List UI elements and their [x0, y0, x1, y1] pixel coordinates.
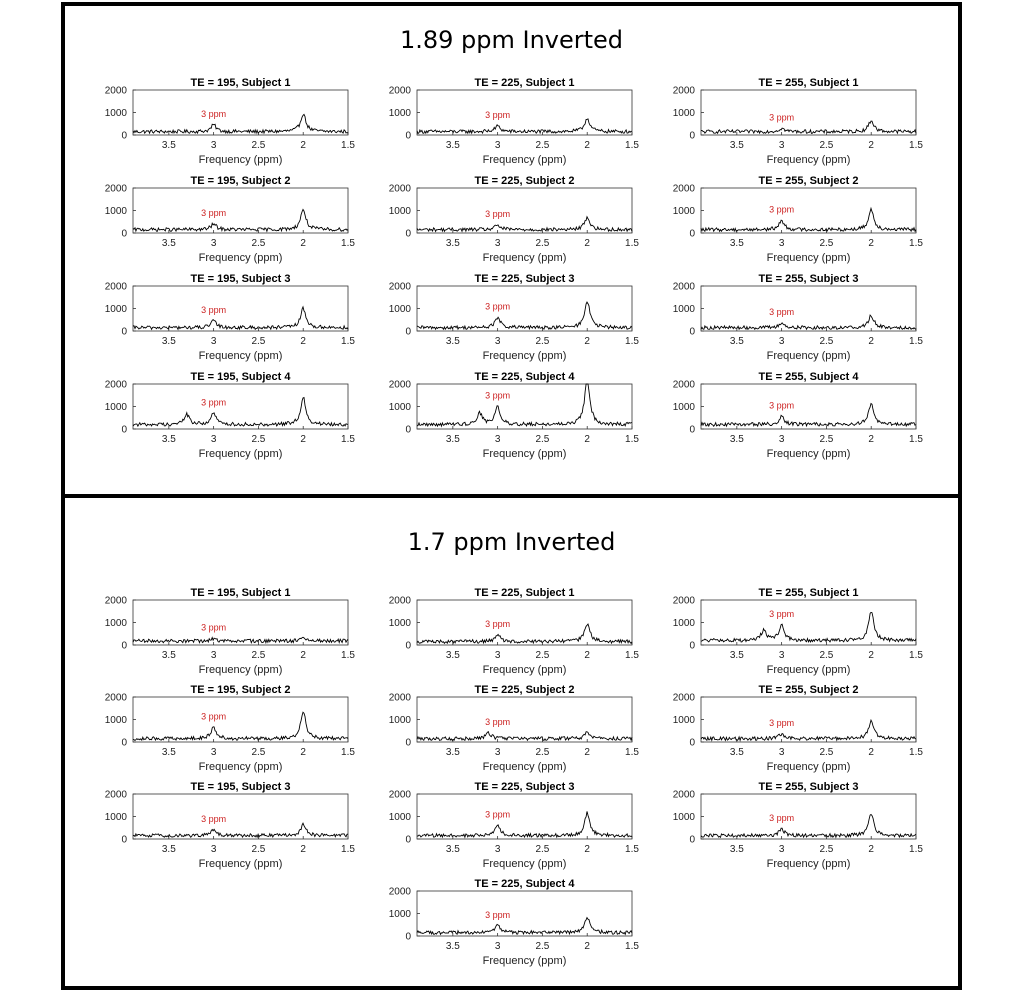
- x-tick-label: 1.5: [341, 650, 355, 661]
- x-axis-label: Frequency (ppm): [766, 761, 851, 773]
- subplot-title: TE = 195, Subject 2: [190, 684, 291, 696]
- x-tick-label: 2: [584, 650, 590, 661]
- x-axis-label: Frequency (ppm): [198, 448, 283, 460]
- subplot-title: TE = 225, Subject 3: [474, 781, 575, 793]
- x-tick-label: 2: [300, 747, 306, 758]
- x-tick-label: 3: [210, 747, 217, 758]
- x-axis-label: Frequency (ppm): [482, 154, 567, 166]
- x-axis-label: Frequency (ppm): [766, 858, 851, 870]
- x-tick-label: 2: [868, 140, 874, 151]
- x-axis-label: Frequency (ppm): [766, 448, 851, 460]
- x-tick-label: 1.5: [341, 844, 355, 855]
- y-tick-label: 1000: [388, 715, 411, 726]
- y-tick-label: 2000: [104, 183, 127, 195]
- y-tick-label: 0: [689, 326, 695, 338]
- x-tick-label: 1.5: [341, 238, 355, 249]
- x-tick-label: 2.5: [251, 434, 266, 445]
- y-tick-label: 2000: [104, 595, 127, 607]
- annotation-3ppm: 3 ppm: [485, 809, 511, 820]
- x-tick-label: 3: [494, 941, 501, 952]
- x-tick-label: 2: [584, 238, 590, 249]
- x-tick-label: 2: [868, 650, 874, 661]
- y-tick-label: 2000: [388, 692, 411, 704]
- y-tick-label: 1000: [672, 715, 695, 726]
- x-tick-label: 2: [584, 941, 590, 952]
- y-tick-label: 1000: [104, 108, 127, 119]
- x-tick-label: 3: [494, 238, 501, 249]
- annotation-3ppm: 3 ppm: [201, 208, 227, 218]
- annotation-3ppm: 3 ppm: [485, 390, 511, 401]
- x-tick-label: 1.5: [625, 140, 639, 151]
- y-tick-label: 2000: [672, 281, 695, 293]
- x-tick-label: 2.5: [535, 844, 550, 855]
- panel-1-89-ppm: [61, 2, 962, 498]
- x-axis-label: Frequency (ppm): [198, 154, 283, 166]
- y-tick-label: 0: [405, 424, 411, 436]
- y-tick-label: 1000: [672, 108, 695, 119]
- x-axis-label: Frequency (ppm): [482, 664, 567, 676]
- annotation-3ppm: 3 ppm: [769, 400, 795, 411]
- x-tick-label: 2: [300, 336, 306, 347]
- x-axis-label: Frequency (ppm): [766, 350, 851, 362]
- y-tick-label: 2000: [104, 281, 127, 293]
- x-tick-label: 1.5: [625, 434, 639, 445]
- x-tick-label: 3: [210, 140, 217, 151]
- y-tick-label: 2000: [104, 789, 127, 801]
- x-tick-label: 2.5: [819, 140, 834, 151]
- x-tick-label: 3: [494, 747, 501, 758]
- x-axis-label: Frequency (ppm): [766, 252, 851, 264]
- x-tick-label: 3.5: [445, 238, 460, 249]
- annotation-3ppm: 3 ppm: [769, 204, 795, 215]
- y-tick-label: 2000: [104, 379, 127, 391]
- annotation-3ppm: 3 ppm: [769, 812, 795, 823]
- x-tick-label: 2.5: [819, 336, 834, 347]
- subplot-title: TE = 195, Subject 1: [190, 587, 291, 599]
- x-axis-label: Frequency (ppm): [766, 664, 851, 676]
- x-tick-label: 3.5: [729, 140, 744, 151]
- panel-title: 1.7 ppm Inverted: [407, 528, 616, 556]
- y-tick-label: 1000: [388, 812, 411, 823]
- x-tick-label: 1.5: [341, 336, 355, 347]
- x-tick-label: 3.5: [729, 844, 744, 855]
- x-tick-label: 3: [778, 747, 785, 758]
- subplot-title: TE = 255, Subject 1: [758, 77, 859, 89]
- annotation-3ppm: 3 ppm: [485, 209, 511, 220]
- x-tick-label: 2: [300, 238, 306, 249]
- x-tick-label: 2: [868, 747, 874, 758]
- subplot-title: TE = 255, Subject 4: [758, 371, 859, 383]
- x-tick-label: 3.5: [161, 434, 176, 445]
- annotation-3ppm: 3 ppm: [201, 814, 227, 824]
- y-tick-label: 0: [405, 228, 411, 240]
- y-tick-label: 0: [689, 228, 695, 240]
- x-tick-label: 3.5: [445, 844, 460, 855]
- x-tick-label: 2.5: [819, 747, 834, 758]
- x-tick-label: 3: [494, 434, 501, 445]
- y-tick-label: 1000: [104, 402, 127, 413]
- y-tick-label: 0: [121, 834, 127, 846]
- x-axis-label: Frequency (ppm): [482, 350, 567, 362]
- y-tick-label: 1000: [672, 812, 695, 823]
- y-tick-label: 2000: [388, 183, 411, 195]
- annotation-3ppm: 3 ppm: [769, 307, 795, 318]
- annotation-3ppm: 3 ppm: [485, 909, 511, 920]
- subplot-title: TE = 195, Subject 4: [190, 371, 291, 383]
- x-tick-label: 3.5: [161, 844, 176, 855]
- y-tick-label: 0: [405, 834, 411, 846]
- y-tick-label: 2000: [672, 183, 695, 195]
- x-tick-label: 1.5: [625, 336, 639, 347]
- x-tick-label: 1.5: [625, 941, 639, 952]
- x-axis-label: Frequency (ppm): [482, 252, 567, 264]
- x-tick-label: 1.5: [909, 336, 923, 347]
- x-tick-label: 3.5: [161, 238, 176, 249]
- x-tick-label: 3: [778, 650, 785, 661]
- x-tick-label: 3: [210, 336, 217, 347]
- x-axis-label: Frequency (ppm): [482, 955, 567, 967]
- y-tick-label: 1000: [104, 715, 127, 726]
- subplot-title: TE = 195, Subject 1: [190, 77, 291, 89]
- x-tick-label: 3.5: [161, 140, 176, 151]
- subplot-title: TE = 225, Subject 1: [474, 77, 575, 89]
- annotation-3ppm: 3 ppm: [769, 718, 795, 729]
- x-tick-label: 1.5: [909, 747, 923, 758]
- panel-title: 1.89 ppm Inverted: [399, 26, 624, 54]
- y-tick-label: 1000: [672, 402, 695, 413]
- y-tick-label: 0: [405, 640, 411, 652]
- x-tick-label: 2: [584, 434, 590, 445]
- subplot-title: TE = 255, Subject 1: [758, 587, 859, 599]
- y-tick-label: 0: [689, 424, 695, 436]
- y-tick-label: 1000: [388, 618, 411, 629]
- annotation-3ppm: 3 ppm: [201, 397, 227, 408]
- x-axis-label: Frequency (ppm): [766, 154, 851, 166]
- x-tick-label: 1.5: [341, 140, 355, 151]
- subplot-title: TE = 195, Subject 3: [190, 273, 291, 285]
- y-tick-label: 2000: [388, 379, 411, 391]
- subplot-title: TE = 255, Subject 2: [758, 684, 859, 696]
- x-tick-label: 2: [300, 650, 306, 661]
- y-tick-label: 1000: [104, 206, 127, 217]
- x-tick-label: 2: [868, 844, 874, 855]
- x-tick-label: 3: [494, 844, 501, 855]
- x-tick-label: 2.5: [535, 650, 550, 661]
- y-tick-label: 0: [405, 326, 411, 338]
- x-tick-label: 3.5: [729, 747, 744, 758]
- annotation-3ppm: 3 ppm: [485, 618, 511, 629]
- x-tick-label: 2: [300, 844, 306, 855]
- x-tick-label: 3: [778, 336, 785, 347]
- y-tick-label: 2000: [388, 789, 411, 801]
- x-tick-label: 3.5: [445, 650, 460, 661]
- x-tick-label: 3.5: [729, 434, 744, 445]
- subplot-title: TE = 225, Subject 3: [474, 273, 575, 285]
- subplot-title: TE = 225, Subject 2: [474, 175, 575, 187]
- subplot-title: TE = 195, Subject 2: [190, 175, 291, 187]
- x-tick-label: 1.5: [909, 238, 923, 249]
- y-tick-label: 1000: [672, 304, 695, 315]
- x-tick-label: 3: [210, 434, 217, 445]
- y-tick-label: 0: [121, 640, 127, 652]
- subplot-title: TE = 255, Subject 3: [758, 781, 859, 793]
- x-axis-label: Frequency (ppm): [198, 350, 283, 362]
- x-tick-label: 1.5: [909, 650, 923, 661]
- x-axis-label: Frequency (ppm): [482, 858, 567, 870]
- y-tick-label: 2000: [104, 85, 127, 97]
- y-tick-label: 1000: [672, 206, 695, 217]
- x-tick-label: 3: [778, 844, 785, 855]
- x-tick-label: 3: [210, 238, 217, 249]
- y-tick-label: 2000: [672, 85, 695, 97]
- x-tick-label: 1.5: [625, 747, 639, 758]
- x-tick-label: 3: [210, 844, 217, 855]
- x-tick-label: 3: [778, 238, 785, 249]
- x-tick-label: 2.5: [819, 434, 834, 445]
- x-axis-label: Frequency (ppm): [198, 664, 283, 676]
- x-tick-label: 2.5: [251, 238, 266, 249]
- x-tick-label: 1.5: [625, 650, 639, 661]
- x-tick-label: 2.5: [535, 238, 550, 249]
- x-tick-label: 2.5: [251, 336, 266, 347]
- y-tick-label: 2000: [672, 789, 695, 801]
- y-tick-label: 0: [121, 326, 127, 338]
- y-tick-label: 1000: [388, 909, 411, 920]
- y-tick-label: 2000: [388, 281, 411, 293]
- x-tick-label: 3.5: [445, 140, 460, 151]
- annotation-3ppm: 3 ppm: [485, 301, 511, 312]
- x-tick-label: 2.5: [535, 434, 550, 445]
- y-tick-label: 2000: [672, 692, 695, 704]
- x-axis-label: Frequency (ppm): [198, 252, 283, 264]
- x-tick-label: 2: [868, 434, 874, 445]
- x-tick-label: 2: [300, 140, 306, 151]
- x-tick-label: 2.5: [251, 844, 266, 855]
- subplot-title: TE = 225, Subject 4: [474, 878, 575, 890]
- x-axis-label: Frequency (ppm): [482, 448, 567, 460]
- x-tick-label: 2: [868, 238, 874, 249]
- y-tick-label: 2000: [672, 379, 695, 391]
- y-tick-label: 0: [121, 130, 127, 142]
- x-tick-label: 3.5: [445, 434, 460, 445]
- x-tick-label: 2: [584, 140, 590, 151]
- x-tick-label: 1.5: [625, 238, 639, 249]
- y-tick-label: 0: [405, 931, 411, 943]
- x-tick-label: 2: [300, 434, 306, 445]
- x-tick-label: 2: [584, 844, 590, 855]
- y-tick-label: 1000: [672, 618, 695, 629]
- y-tick-label: 2000: [672, 595, 695, 607]
- subplot-title: TE = 225, Subject 2: [474, 684, 575, 696]
- x-tick-label: 3: [494, 650, 501, 661]
- x-tick-label: 2.5: [251, 140, 266, 151]
- y-tick-label: 1000: [388, 304, 411, 315]
- x-tick-label: 2.5: [251, 747, 266, 758]
- x-tick-label: 3.5: [161, 336, 176, 347]
- y-tick-label: 2000: [388, 85, 411, 97]
- y-tick-label: 1000: [104, 812, 127, 823]
- y-tick-label: 2000: [388, 886, 411, 898]
- annotation-3ppm: 3 ppm: [201, 304, 227, 315]
- y-tick-label: 1000: [388, 402, 411, 413]
- x-tick-label: 2.5: [535, 336, 550, 347]
- annotation-3ppm: 3 ppm: [201, 108, 227, 119]
- x-tick-label: 3.5: [445, 941, 460, 952]
- y-tick-label: 0: [121, 228, 127, 240]
- x-tick-label: 3: [494, 336, 501, 347]
- y-tick-label: 0: [405, 130, 411, 142]
- annotation-3ppm: 3 ppm: [769, 608, 795, 619]
- annotation-3ppm: 3 ppm: [201, 622, 227, 633]
- x-tick-label: 1.5: [909, 844, 923, 855]
- x-tick-label: 3: [778, 434, 785, 445]
- x-tick-label: 2.5: [819, 650, 834, 661]
- annotation-3ppm: 3 ppm: [769, 112, 795, 123]
- x-tick-label: 3: [494, 140, 501, 151]
- x-axis-label: Frequency (ppm): [482, 761, 567, 773]
- subplot-title: TE = 225, Subject 1: [474, 587, 575, 599]
- subplot-title: TE = 255, Subject 3: [758, 273, 859, 285]
- y-tick-label: 1000: [104, 304, 127, 315]
- x-tick-label: 2.5: [535, 941, 550, 952]
- subplot-title: TE = 225, Subject 4: [474, 371, 575, 383]
- x-tick-label: 1.5: [341, 747, 355, 758]
- x-tick-label: 3: [778, 140, 785, 151]
- y-tick-label: 1000: [104, 618, 127, 629]
- x-axis-label: Frequency (ppm): [198, 761, 283, 773]
- x-tick-label: 1.5: [909, 434, 923, 445]
- x-tick-label: 1.5: [625, 844, 639, 855]
- x-axis-label: Frequency (ppm): [198, 858, 283, 870]
- x-tick-label: 2: [584, 747, 590, 758]
- x-tick-label: 2.5: [535, 140, 550, 151]
- x-tick-label: 3.5: [161, 747, 176, 758]
- y-tick-label: 0: [689, 834, 695, 846]
- annotation-3ppm: 3 ppm: [201, 711, 227, 722]
- y-tick-label: 0: [405, 737, 411, 749]
- x-tick-label: 1.5: [341, 434, 355, 445]
- y-tick-label: 0: [121, 737, 127, 749]
- y-tick-label: 1000: [388, 108, 411, 119]
- x-tick-label: 3: [210, 650, 217, 661]
- subplot-title: TE = 195, Subject 3: [190, 781, 291, 793]
- x-tick-label: 3.5: [729, 650, 744, 661]
- y-tick-label: 0: [689, 640, 695, 652]
- x-tick-label: 3.5: [161, 650, 176, 661]
- x-tick-label: 3.5: [445, 747, 460, 758]
- x-tick-label: 2: [584, 336, 590, 347]
- y-tick-label: 0: [121, 424, 127, 436]
- annotation-3ppm: 3 ppm: [485, 717, 511, 727]
- y-tick-label: 2000: [388, 595, 411, 607]
- x-tick-label: 3.5: [729, 336, 744, 347]
- y-tick-label: 0: [689, 737, 695, 749]
- x-tick-label: 3.5: [445, 336, 460, 347]
- y-tick-label: 2000: [104, 692, 127, 704]
- subplot-title: TE = 255, Subject 2: [758, 175, 859, 187]
- x-tick-label: 2: [868, 336, 874, 347]
- x-tick-label: 3.5: [729, 238, 744, 249]
- x-tick-label: 2.5: [535, 747, 550, 758]
- x-tick-label: 2.5: [251, 650, 266, 661]
- y-tick-label: 0: [689, 130, 695, 142]
- x-tick-label: 2.5: [819, 844, 834, 855]
- annotation-3ppm: 3 ppm: [485, 110, 511, 120]
- y-tick-label: 1000: [388, 206, 411, 217]
- x-tick-label: 2.5: [819, 238, 834, 249]
- x-tick-label: 1.5: [909, 140, 923, 151]
- panel-1-7-ppm: [61, 494, 962, 990]
